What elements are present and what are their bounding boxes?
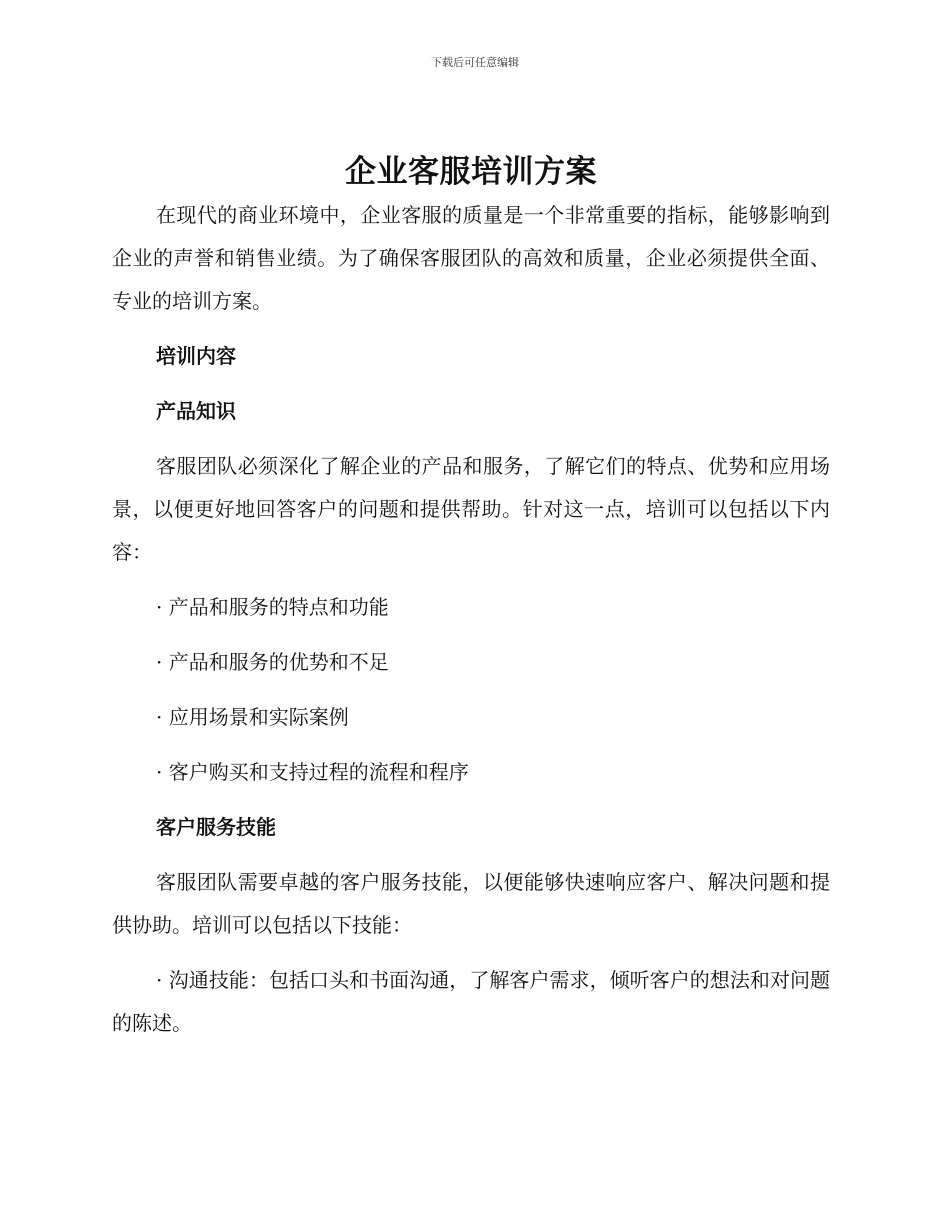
product-knowledge-paragraph: 客服团队必须深化了解企业的产品和服务，了解它们的特点、优势和应用场景，以便更好地回答客户的问题和提供帮助。针对这一点，培训可以包括以下内容：: [112, 454, 830, 564]
section-heading-product-knowledge: 产品知识: [156, 399, 236, 423]
intro-paragraph: 在现代的商业环境中，企业客服的质量是一个非常重要的指标，能够影响到企业的声誉和销售业绩。为了确保客服团队的高效和质量，企业必须提供全面、专业的培训方案。: [112, 203, 830, 313]
section-heading-training-content: 培训内容: [156, 344, 236, 368]
document-body: [112, 150, 830, 1045]
list-item: · 客户购买和支持过程的流程和程序: [156, 760, 469, 784]
list-item: · 产品和服务的优势和不足: [156, 650, 389, 674]
page-header-note: 下载后可任意编辑: [431, 56, 519, 69]
section-heading-customer-service-skills: 客户服务技能: [156, 815, 276, 839]
list-item: · 产品和服务的特点和功能: [156, 595, 389, 619]
list-item: · 沟通技能：包括口头和书面沟通，了解客户需求，倾听客户的想法和对问题的陈述。: [112, 968, 830, 1035]
document-title: 企业客服培训方案: [345, 154, 597, 190]
customer-service-paragraph: 客服团队需要卓越的客户服务技能，以便能够快速响应客户、解决问题和提供协助。培训可以包括以下技能：: [112, 870, 830, 937]
list-item: · 应用场景和实际案例: [156, 705, 349, 729]
